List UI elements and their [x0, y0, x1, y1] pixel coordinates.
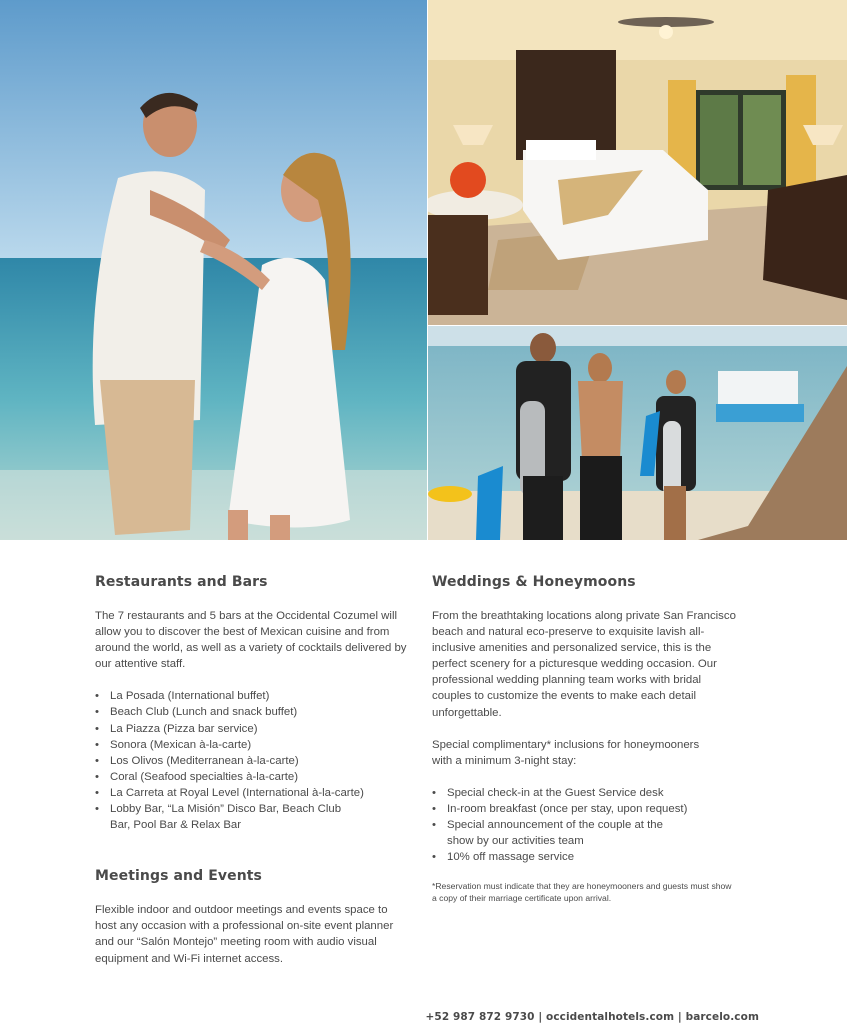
- list-item: • La Posada (International buffet): [95, 688, 415, 704]
- list-item: • Los Olivos (Mediterranean à-la-carte): [95, 753, 415, 769]
- list-item: • Lobby Bar, “La Misión” Disco Bar, Beach Club Bar, Pool Bar & Relax Bar: [95, 801, 345, 833]
- restaurants-list: [95, 688, 415, 833]
- weddings-body: From the breathtaking locations along private San Francisco beach and natural eco-preserve to exquisite lavish all-inclusive amenities and personalized service, this is the perfect scenery for a picturesque wedding occasion. Our professional wedding planning team works with bridal couples to customize the events to make each detail unforgettable.: [432, 610, 736, 719]
- footnote: *Reservation must indicate that they are honeymooners and guests must show a copy of their marriage certificate upon arrival.: [432, 881, 732, 903]
- weddings-heading: Weddings & Honeymoons: [432, 574, 636, 590]
- hotel-room-photo: [428, 0, 847, 325]
- list-item: • Coral (Seafood specialties à-la-carte): [95, 769, 415, 785]
- meetings-heading: Meetings and Events: [95, 868, 262, 885]
- contact-footer: +52 987 872 9730 | occidentalhotels.com | barcelo.com: [425, 1011, 759, 1023]
- left-column: [95, 573, 415, 983]
- meetings-body: Flexible indoor and outdoor meetings and events space to host any occasion with a professional on-site event planner and our “Salón Montejo” meeting room with audio visual equipment and Wi-Fi internet access.: [95, 904, 394, 965]
- list-item: • La Carreta at Royal Level (International à-la-carte): [95, 785, 415, 801]
- list-item: • Special check-in at the Guest Service desk: [432, 785, 752, 801]
- right-column: [432, 573, 752, 904]
- couple-on-beach-photo: [0, 0, 427, 540]
- inclusions-list: [432, 785, 752, 865]
- list-item: • Sonora (Mexican à-la-carte): [95, 737, 415, 753]
- list-item: • Special announcement of the couple at the show by our activities team: [432, 817, 677, 849]
- inclusions-intro: Special complimentary* inclusions for honeymooners with a minimum 3-night stay:: [432, 738, 700, 767]
- restaurants-intro: The 7 restaurants and 5 bars at the Occidental Cozumel will allow you to discover the best of Mexican cuisine and from around the world, as well as a variety of cocktails delivered by our attentive staff.: [95, 610, 407, 671]
- list-item: • Beach Club (Lunch and snack buffet): [95, 704, 415, 720]
- list-item: • La Piazza (Pizza bar service): [95, 721, 415, 737]
- restaurants-heading: Restaurants and Bars: [95, 574, 268, 590]
- scuba-divers-on-pier-photo: [428, 326, 847, 540]
- list-item: • In-room breakfast (once per stay, upon request): [432, 801, 752, 817]
- list-item: • 10% off massage service: [432, 849, 752, 865]
